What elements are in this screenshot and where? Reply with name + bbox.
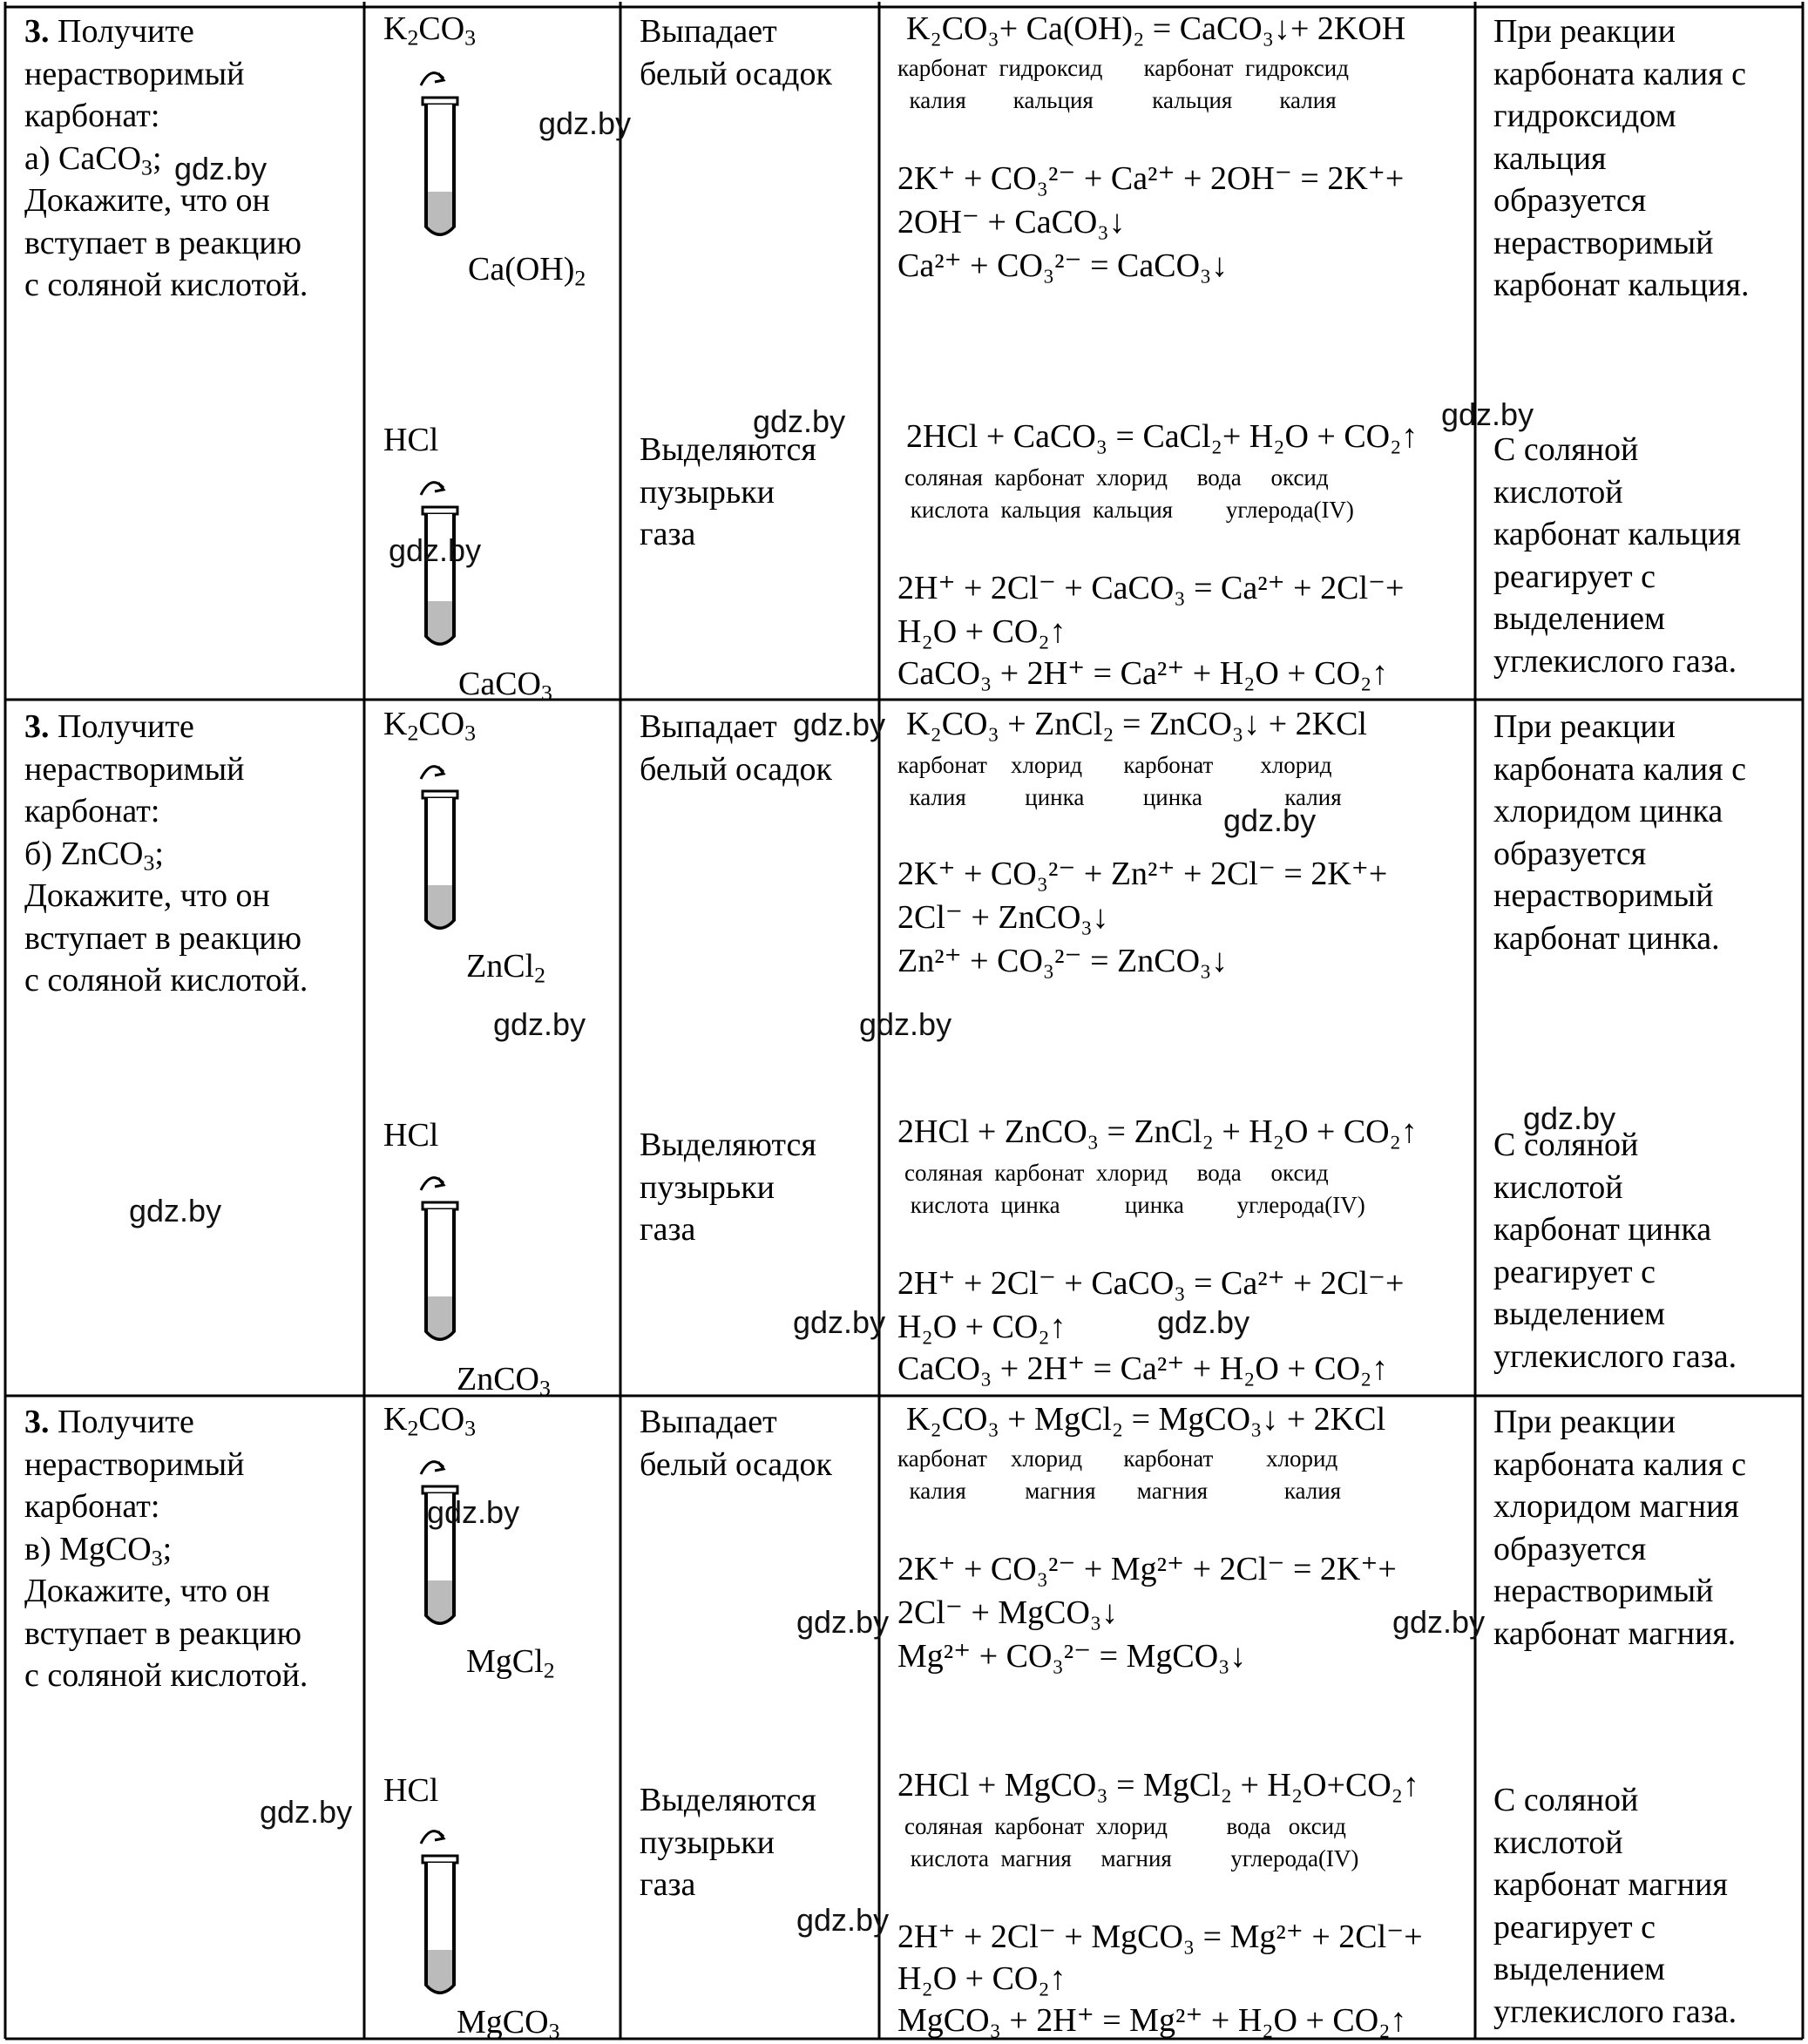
- watermark: gdz.by: [538, 105, 632, 141]
- watermark: gdz.by: [427, 1494, 520, 1530]
- substance-names: карбонат гидроксид карбонат гидроксид калия кальция кальция калия: [897, 55, 1349, 113]
- tube-label: MgCl$_2$: [466, 1643, 555, 1683]
- watermark: gdz.by: [796, 1902, 890, 1938]
- ionic-equation-full: 2K⁺ + CO₃²⁻ + Zn²⁺ + 2Cl⁻ = 2K⁺+: [897, 856, 1388, 892]
- test-tube-icon: [405, 61, 475, 244]
- substance-names: карбонат хлорид карбонат хлорид калия магния магния калия: [897, 1445, 1342, 1504]
- watermark: gdz.by: [1392, 1604, 1486, 1640]
- test-tube-icon: [405, 1166, 475, 1349]
- ionic-equation-full: 2H⁺ + 2Cl⁻ + CaCO₃ = Ca²⁺ + 2Cl⁻+: [897, 570, 1405, 606]
- watermark: gdz.by: [1223, 802, 1317, 838]
- molecular-equation: K₂CO₃ + ZnCl₂ = ZnCO₃↓ + 2KCl: [906, 706, 1367, 742]
- ionic-equation-full: 2H⁺ + 2Cl⁻ + MgCO₃ = Mg²⁺ + 2Cl⁻+: [897, 1919, 1423, 1955]
- ionic-equation-short: Mg²⁺ + CO₃²⁻ = MgCO₃↓: [897, 1638, 1247, 1675]
- molecular-equation: 2HCl + ZnCO₃ = ZnCl₂ + H₂O + CO₂↑: [897, 1113, 1418, 1150]
- ionic-equation-short: CaCO₃ + 2H⁺ = Ca²⁺ + H₂O + CO₂↑: [897, 1350, 1389, 1387]
- ionic-equation-full-cont: 2Cl⁻ + ZnCO₃↓: [897, 899, 1109, 936]
- ionic-equation-full: 2H⁺ + 2Cl⁻ + CaCO₃ = Ca²⁺ + 2Cl⁻+: [897, 1265, 1405, 1302]
- task-description: 3. Получите нерастворимый карбонат: в) MgCO$_3$; Докажите, что он вступает в реакцию с соляной кислотой.: [24, 1404, 308, 1694]
- ionic-equation-short: CaCO₃ + 2H⁺ = Ca²⁺ + H₂O + CO₂↑: [897, 655, 1389, 692]
- watermark: gdz.by: [1157, 1304, 1250, 1340]
- test-tube-icon: [405, 1450, 475, 1633]
- ionic-equation-short: Ca²⁺ + CO₃²⁻ = CaCO₃↓: [897, 247, 1229, 284]
- substance-names: карбонат хлорид карбонат хлорид калия цинка цинка калия: [897, 752, 1342, 810]
- observation: Выпадает белый осадок: [640, 13, 832, 92]
- ionic-equation-full-cont: 2Cl⁻ + MgCO₃↓: [897, 1594, 1119, 1631]
- task-description: 3. Получите нерастворимый карбонат: б) ZnCO$_3$; Докажите, что он вступает в реакцию с соляной кислотой.: [24, 708, 308, 998]
- watermark: gdz.by: [260, 1794, 353, 1830]
- reagent-label: $K_2CO_3$: [383, 1401, 477, 1441]
- ionic-equation-full: 2K⁺ + CO₃²⁻ + Ca²⁺ + 2OH⁻ = 2K⁺+: [897, 160, 1405, 197]
- watermark: gdz.by: [389, 532, 482, 568]
- conclusion: При реакции карбоната калия с гидроксидом кальция образуется нерастворимый карбонат кальция.: [1493, 13, 1750, 303]
- observation: Выпадает белый осадок: [640, 1404, 832, 1483]
- tube-label: ZnCl$_2$: [466, 948, 546, 988]
- molecular-equation: 2HCl + MgCO₃ = MgCl₂ + H₂O+CO₂↑: [897, 1767, 1420, 1804]
- ionic-equation-full-cont: H₂O + CO₂↑: [897, 1309, 1067, 1345]
- ionic-equation-full-cont: 2OH⁻ + CaCO₃↓: [897, 204, 1126, 240]
- test-tube-icon: [405, 755, 475, 937]
- tube-label: CaCO$_3$: [458, 666, 552, 706]
- watermark: gdz.by: [493, 1006, 586, 1042]
- task-description: 3. Получите нерастворимый карбонат: а) CaCO$_3$; Докажите, что он вступает в реакцию с соляной кислотой.: [24, 13, 308, 303]
- watermark: gdz.by: [1523, 1100, 1616, 1136]
- watermark: gdz.by: [129, 1193, 222, 1228]
- conclusion: При реакции карбоната калия с хлоридом цинка образуется нерастворимый карбонат цинка.: [1493, 708, 1746, 957]
- tube-label: ZnCO$_3$: [457, 1361, 551, 1401]
- molecular-equation: K₂CO₃+ Ca(OH)₂ = CaCO₃↓+ 2KOH: [906, 10, 1406, 47]
- observation: Выделяются пузырьки газа: [640, 1127, 816, 1248]
- conclusion: С соляной кислотой карбонат кальция реагирует с выделением углекислого газа.: [1493, 431, 1741, 680]
- watermark: gdz.by: [859, 1006, 952, 1042]
- watermark: gdz.by: [793, 1304, 886, 1340]
- molecular-equation: 2HCl + CaCO₃ = CaCl₂+ H₂O + CO₂↑: [906, 418, 1419, 455]
- ionic-equation-short: MgCO₃ + 2H⁺ = Mg²⁺ + H₂O + CO₂↑: [897, 2002, 1407, 2039]
- observation: Выделяются пузырьки газа: [640, 1782, 816, 1903]
- watermark: gdz.by: [793, 707, 886, 742]
- reagent-label: $K_2CO_3$: [383, 706, 477, 746]
- tube-label: MgCO$_3$: [457, 2004, 560, 2044]
- tube-label: $Ca(OH)_2$: [468, 251, 586, 291]
- substance-names: соляная карбонат хлорид вода оксид кислота магния магния углерода(IV): [904, 1813, 1359, 1871]
- conclusion: С соляной кислотой карбонат цинка реагирует с выделением углекислого газа.: [1493, 1127, 1737, 1375]
- observation: Выделяются пузырьки газа: [640, 431, 816, 552]
- watermark: gdz.by: [796, 1604, 890, 1640]
- ionic-equation-full-cont: H₂O + CO₂↑: [897, 613, 1067, 650]
- conclusion: С соляной кислотой карбонат магния реагирует с выделением углекислого газа.: [1493, 1782, 1737, 2030]
- reagent-label: $K_2CO_3$: [383, 10, 477, 51]
- reagent-label: HCl: [383, 1117, 439, 1154]
- ionic-equation-full: 2K⁺ + CO₃²⁻ + Mg²⁺ + 2Cl⁻ = 2K⁺+: [897, 1551, 1397, 1587]
- ionic-equation-short: Zn²⁺ + CO₃²⁻ = ZnCO₃↓: [897, 943, 1229, 979]
- molecular-equation: K₂CO₃ + MgCl₂ = MgCO₃↓ + 2KCl: [906, 1401, 1386, 1438]
- ionic-equation-full-cont: H₂O + CO₂↑: [897, 1960, 1067, 1997]
- substance-names: соляная карбонат хлорид вода оксид кислота кальция кальция углерода(IV): [904, 464, 1354, 523]
- conclusion: При реакции карбоната калия с хлоридом магния образуется нерастворимый карбонат магния.: [1493, 1404, 1746, 1652]
- test-tube-icon: [405, 1819, 475, 2002]
- observation: Выпадает белый осадок: [640, 708, 832, 788]
- reagent-label: HCl: [383, 422, 439, 458]
- watermark: gdz.by: [753, 403, 846, 439]
- watermark: gdz.by: [174, 151, 267, 186]
- reagent-label: HCl: [383, 1772, 439, 1809]
- substance-names: соляная карбонат хлорид вода оксид кислота цинка цинка углерода(IV): [904, 1160, 1365, 1218]
- watermark: gdz.by: [1441, 396, 1534, 432]
